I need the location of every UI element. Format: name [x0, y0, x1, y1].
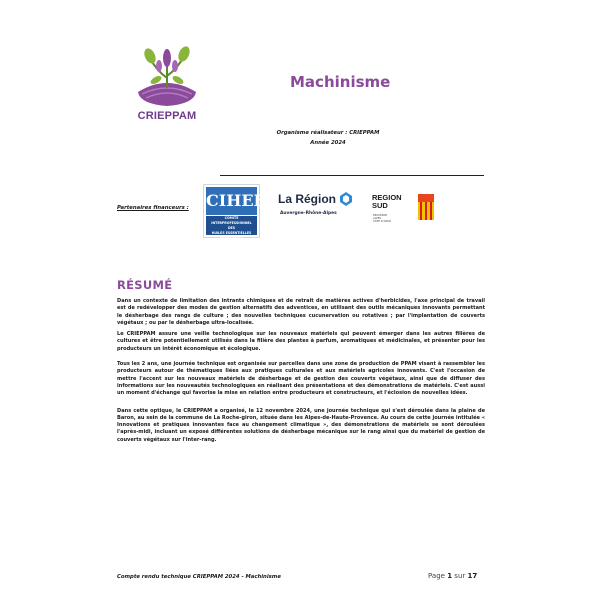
summary-title: RÉSUMÉ	[117, 278, 173, 292]
summary-paragraph: Dans cette optique, le CRIEPPAM a organisé, le 12 novembre 2024, une journée technique qui s'est déroulée dans la plaine de Baron, au sein de la commune de La Roche-giron, située dans les Alpes-de-Haute-Provence. Au cours de cette journée intitulée « Innovations et pratiques innovantes face au changement climatique », des démonstrations de matériels se sont déroulées l'après-midi, incluant un exposé différentes solutions de désherbage mécanique sur le rang ainsi que du matériel de gestion de couverts végétaux sur l'inter-rang.	[117, 407, 485, 443]
summary-paragraph: Dans un contexte de limitation des intrants chimiques et de retrait de matières actives d'herbicides, l'axe principal de travail est de redévelopper des modes de gestion alternatifs des adventices, en utilisant des outils mécaniques innovants permettant le désherbage des rangs de culture ; des nouvelles techniques cucunervation ou rotatives ; par l'implantation de couverts végétaux ; ou par le désherbage ultra-localisée.	[117, 298, 485, 326]
region-aura-logo	[278, 192, 360, 224]
footer-document-name: Compte rendu technique CRIEPPAM 2024 - Machinisme	[117, 574, 281, 580]
lavender-logo-icon	[126, 44, 208, 112]
cihef-line-3: HUILES ESSENTIELLES FRANÇAISES	[211, 231, 252, 240]
summary-body	[117, 298, 485, 450]
cihef-line-1: COMITE INTERPROFESSIONNEL	[211, 216, 252, 225]
cihef-logo	[203, 184, 265, 240]
sud-sub-3: CÔTE D'AZUR	[373, 220, 391, 224]
sud-subtitle	[373, 214, 413, 224]
sud-sub-1: PROVENCE	[373, 214, 388, 217]
summary-paragraph: Le CRIEPPAM assure une veille technologique sur les nouveaux matériels qui peuvent émerger dans les autres filières de cultures et être potentiellement utilisés dans la filière des plantes à parfum, aromatiques et médicinales, et présenter pour les producteurs un intérêt économique et écologique.	[117, 331, 485, 352]
cihef-name: CIHEF	[206, 187, 257, 215]
aura-name: La Région	[278, 192, 337, 206]
page-label: Page	[428, 572, 445, 580]
sud-flag-icon	[418, 194, 434, 220]
document-title: Machinisme	[290, 73, 391, 91]
cihef-line-2: DES	[227, 226, 236, 230]
aura-emblem-icon	[340, 192, 352, 206]
page-total: 17	[467, 572, 478, 580]
region-sud-logo	[372, 194, 442, 228]
sud-sub-2: ALPES	[373, 217, 382, 221]
logo-name: CRIEPPAM	[137, 110, 197, 122]
page-separator: sur	[454, 572, 466, 580]
summary-paragraph: Tous les 2 ans, une journée technique est organisée sur parcelles dans une zone de production de PPAM visant à rassembler les producteurs autour de thématiques liées aux pratiques culturales et aux matériels agricoles innovants. C'est l'occasion de mettre l'accent sur les nouveaux matériels de désherbage et de gestion des couverts végétaux, ainsi que de diffuser des informations sur les nouveautés technologiques en réalisant des présentations et des démonstrations de matériels. C'est aussi un moment d'échange qui favorise la mise en relation entre producteurs et constructeurs, et l'éclosion de nouvelles idées.	[117, 361, 485, 397]
aura-subtitle: Auvergne-Rhône-Alpes	[280, 211, 337, 216]
page-current: 1	[447, 572, 453, 580]
organiser-line: Organisme réalisateur : CRIEPPAM	[276, 130, 380, 136]
header-divider	[220, 175, 484, 176]
organiser-block	[248, 128, 408, 148]
cihef-subtitle	[206, 216, 257, 240]
year-line: Année 2024	[310, 140, 346, 146]
page-number	[428, 572, 477, 580]
sud-line-1: REGION	[372, 193, 402, 202]
partners-label: Partenaires financeurs :	[117, 205, 189, 211]
sud-line-2: SUD	[372, 201, 388, 210]
sud-name	[372, 194, 412, 210]
crieppam-logo	[126, 44, 208, 128]
